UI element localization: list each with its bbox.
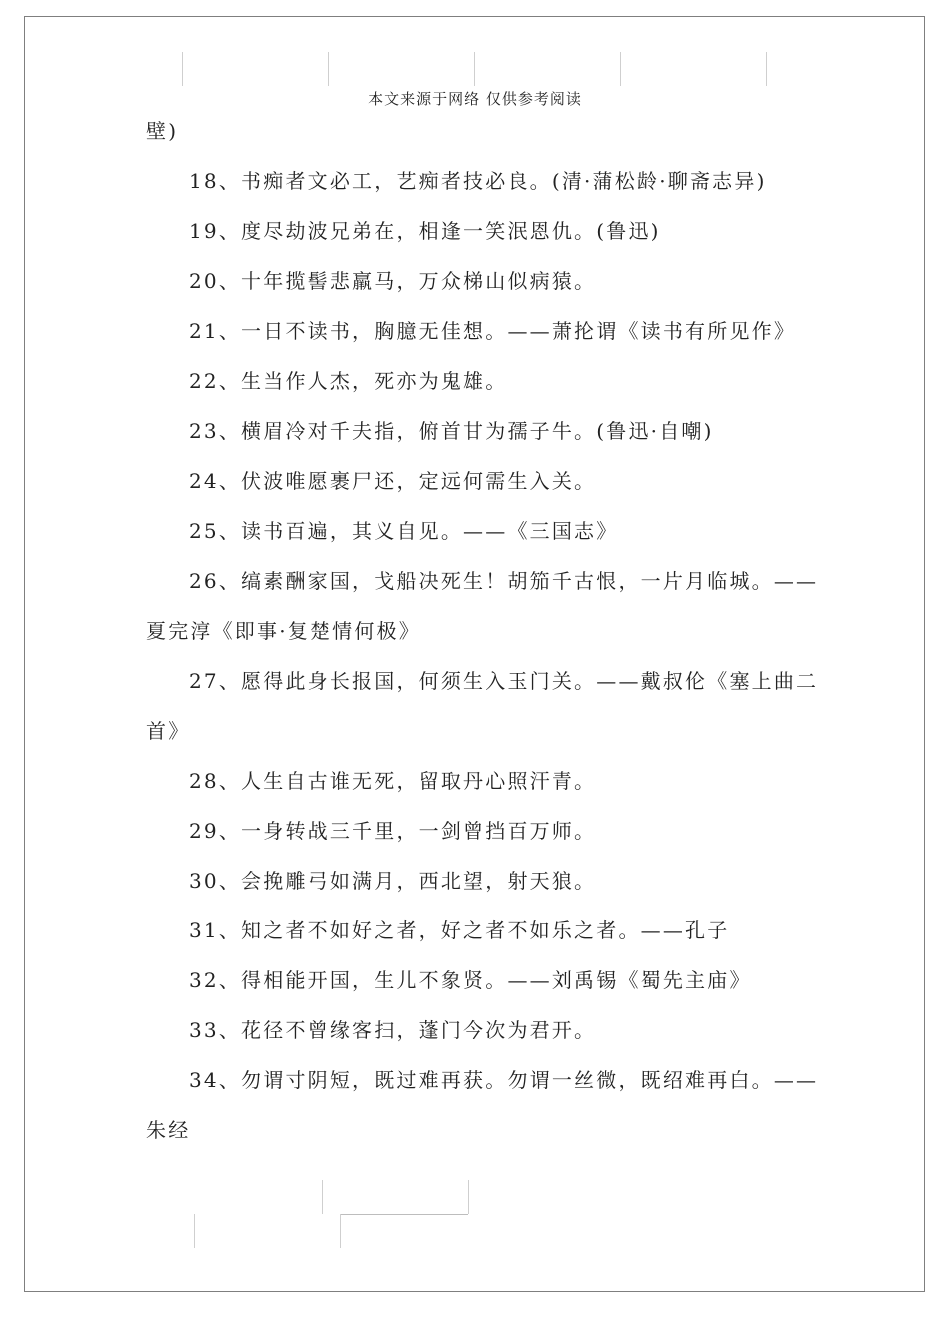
text-line: 31、知之者不如好之者，好之者不如乐之者。——孔子 xyxy=(189,918,730,942)
top-divider-3 xyxy=(474,52,475,86)
top-divider-1 xyxy=(182,52,183,86)
text-line: 34、勿谓寸阴短，既过难再获。勿谓一丝微，既绍难再白。—— xyxy=(189,1068,819,1092)
bottom-divider-4 xyxy=(340,1214,341,1248)
text-line: 朱经 xyxy=(146,1118,191,1142)
text-line: 29、一身转战三千里，一剑曾挡百万师。 xyxy=(189,819,597,843)
text-line: 27、愿得此身长报国，何须生入玉门关。——戴叔伦《塞上曲二 xyxy=(189,669,819,693)
text-line: 30、会挽雕弓如满月，西北望，射天狼。 xyxy=(189,869,597,893)
bottom-rule xyxy=(340,1214,468,1215)
page-header: 本文来源于网络 仅供参考阅读 xyxy=(368,90,582,108)
page-border xyxy=(24,16,925,1292)
top-divider-5 xyxy=(766,52,767,86)
text-line: 19、度尽劫波兄弟在，相逢一笑泯恩仇。(鲁迅) xyxy=(189,219,661,243)
text-line: 22、生当作人杰，死亦为鬼雄。 xyxy=(189,369,508,393)
text-line: 28、人生自古谁无死，留取丹心照汗青。 xyxy=(189,769,597,793)
text-line: 32、得相能开国，生儿不象贤。——刘禹锡《蜀先主庙》 xyxy=(189,968,752,992)
text-line: 夏完淳《即事·复楚情何极》 xyxy=(146,619,421,643)
text-line: 33、花径不曾缘客扫，蓬门今次为君开。 xyxy=(189,1018,597,1042)
text-line: 壁) xyxy=(146,119,179,143)
bottom-divider-2 xyxy=(468,1180,469,1214)
text-line: 26、缟素酬家国，戈船决死生！胡笳千古恨，一片月临城。—— xyxy=(189,569,819,593)
bottom-divider-1 xyxy=(322,1180,323,1214)
text-line: 21、一日不读书，胸臆无佳想。——萧抡谓《读书有所见作》 xyxy=(189,319,797,343)
top-divider-4 xyxy=(620,52,621,86)
top-divider-2 xyxy=(328,52,329,86)
text-line: 25、读书百遍，其义自见。——《三国志》 xyxy=(189,519,619,543)
text-line: 20、十年揽髻悲羸马，万众梯山似病猿。 xyxy=(189,269,597,293)
text-line: 23、横眉冷对千夫指，俯首甘为孺子牛。(鲁迅·自嘲) xyxy=(189,419,714,443)
text-line: 首》 xyxy=(146,719,191,743)
text-line: 18、书痴者文必工，艺痴者技必良。(清·蒲松龄·聊斋志异) xyxy=(189,169,767,193)
text-line: 24、伏波唯愿裹尸还，定远何需生入关。 xyxy=(189,469,597,493)
bottom-divider-3 xyxy=(194,1214,195,1248)
